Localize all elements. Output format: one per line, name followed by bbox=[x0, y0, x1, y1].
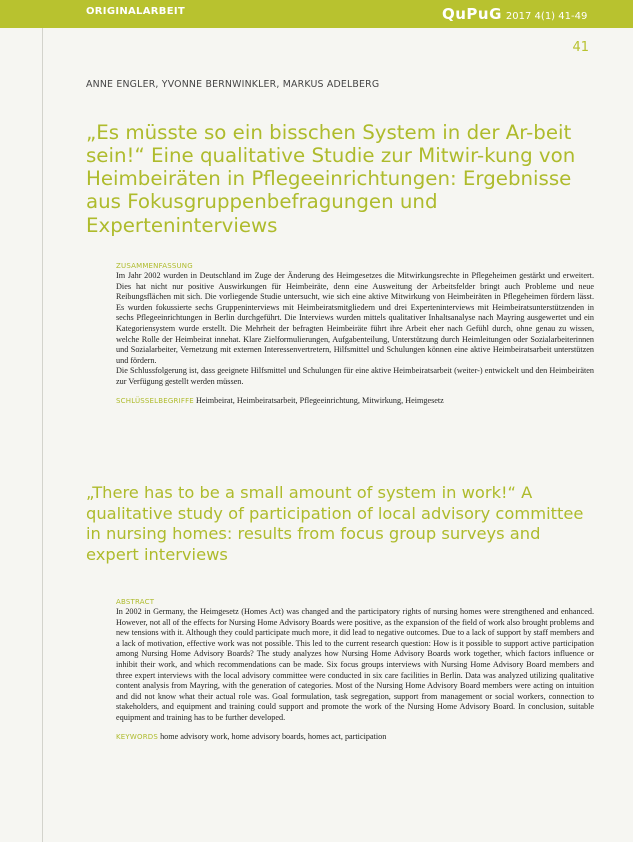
german-abstract-paragraph: Im Jahr 2002 wurden in Deutschland im Zuge der Änderung des Heimgesetzes die Mitwirkungsrechte in Pflegeheimen gestärkt und erweitert. Dies hat nicht nur positive Auswirkungen für Heimbeiräte, denn eine Ausweitung der Arbeitsfelder bringt auch Probleme und neue Reibungsflächen mit sich. Die vorliegende Studie untersucht, wie sich eine aktive Mitwirkung von Heimbeiräten in Pflegeheimen fördern lässt. Es wurden fokussierte sechs Gruppeninterviews mit Heimbeiratsmitgliedern und drei Experteninterviews mit Heimbeiratsunterstützenden in sechs Pflegeeinrichtungen in Berlin durchgeführt. Die Interviews wurden mittels qualitativer Inhaltsanalyse nach Mayring ausgewertet und ein Kategoriensystem wurde erstellt. Die Mehrheit der befragten Heimbeiräte führt ihre Arbeit eher nach Gefühl durch, ohne genau zu wissen, welche Rolle der Heimbeirat innehat. Klare Zielformulierungen, Aufgabenteilung, Unterstützung durch Heimleitungen oder Sozialarbeiterinnen und Sozialarbeiter, Vernetzung mit externen Interessenvertretern, Hilfsmittel und Schulungen können eine aktive Heimbeiratsarbeit unterstützen und fördern. bbox=[116, 271, 594, 365]
english-keywords-label: KEYWORDS bbox=[116, 732, 159, 741]
margin-rule bbox=[42, 28, 43, 842]
german-abstract-conclusion: Die Schlussfolgerung ist, dass geeignete Hilfsmittel und Schulungen für eine aktive Heimbeiratsarbeit (weiter-) entwickelt und den Heimbeiräten zur Verfügung gestellt werden müssen. bbox=[116, 366, 594, 386]
english-abstract-label: ABSTRACT bbox=[116, 598, 155, 606]
section-label: ORIGINALARBEIT bbox=[86, 6, 185, 17]
german-abstract-label: ZUSAMMENFASSUNG bbox=[116, 262, 193, 270]
author-list: ANNE ENGLER, YVONNE BERNWINKLER, MARKUS ADELBERG bbox=[86, 79, 380, 90]
journal-header-band bbox=[0, 0, 633, 28]
journal-citation bbox=[442, 4, 587, 23]
journal-name: QuPuG bbox=[442, 5, 502, 23]
english-title: „There has to be a small amount of system in work!“ A qualitative study of participation of local advisory committee in nursing homes: results from focus group surveys and expert interviews bbox=[86, 483, 584, 564]
german-keywords: Heimbeirat, Heimbeiratsarbeit, Pflegeeinrichtung, Mitwirkung, Heimgesetz bbox=[195, 395, 444, 405]
page-number: 41 bbox=[572, 40, 589, 55]
english-keywords: home advisory work, home advisory boards, homes act, participation bbox=[160, 731, 387, 741]
journal-issue: 2017 4(1) 41-49 bbox=[505, 11, 588, 22]
german-keywords-line bbox=[116, 396, 594, 407]
german-abstract-block bbox=[116, 262, 594, 406]
german-keywords-label: SCHLÜSSELBEGRIFFE bbox=[116, 396, 194, 405]
english-abstract-block bbox=[116, 598, 594, 742]
english-keywords-line bbox=[116, 732, 594, 743]
german-title: „Es müsste so ein bisschen System in der Ar-beit sein!“ Eine qualitative Studie zur Mitwir-kung von Heimbeiräten in Pflegeeinrichtungen: Ergebnisse aus Fokusgruppenbefragungen und Experteninterviews bbox=[86, 121, 576, 237]
english-abstract-paragraph: In 2002 in Germany, the Heimgesetz (Homes Act) was changed and the participatory rights of nursing homes were strengthened and enhanced. However, not all of the effects for Nursing Home Advisory Boards were positive, as the expansion of the field of work also brought problems and new tensions with it. Although they could participate much more, it did lead to negative outcomes. Due to a lack of support by staff members and a lack of motivation, effective work was not possible. This led to the current research question: How is it possible to support active participation among Nursing Home Advisory Boards? The study analyzes how Nursing Home Advisory Boards work together, which factors influence or inhibit their work, and which recommendations can be made. Six focus groups interviews with Nursing Home Advisory Board members and three expert interviews with the local advisory committee were conducted in six care facilities in Berlin. Data was analyzed utilizing qualitative content analysis from Mayring, with the generation of categories. Most of the Nursing Home Advisory Board members were acting on intuition and did not know what their actual role was. Goal formulation, task segregation, support from management or social workers, connection to stakeholders, and equipment and training could support and promote the work of the Nursing Home Advisory Board. In conclusion, suitable equipment and training has to be further developed. bbox=[116, 607, 594, 722]
